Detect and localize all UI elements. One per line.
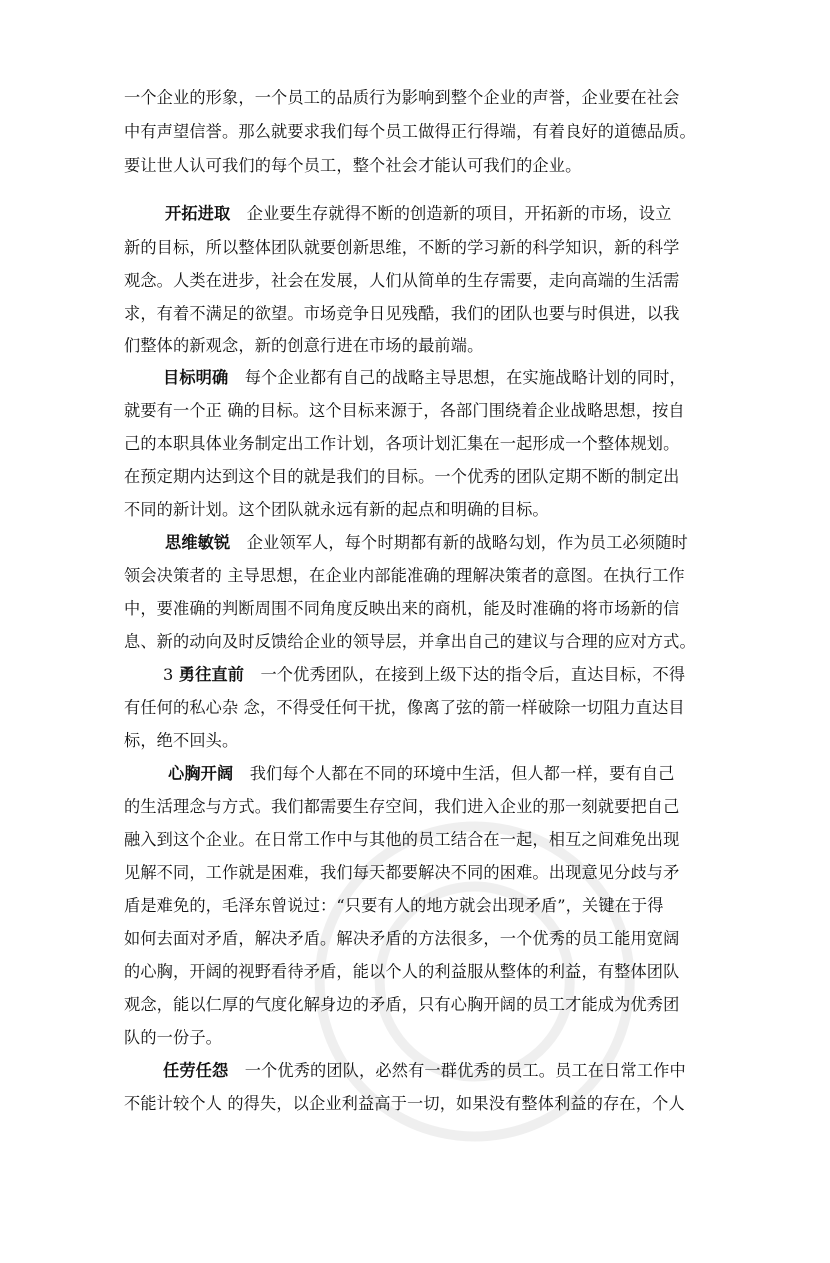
line-text: 息、新的动向及时反馈给企业的领导层，并拿出自己的建议与合理的应对方式。: [124, 632, 696, 651]
line-text: 不同的新计划。这个团队就永远有新的起点和明确的目标。: [124, 500, 549, 519]
text-line-26: [124, 924, 679, 954]
text-line-31: [124, 1089, 685, 1119]
section-heading: 心胸开阔: [168, 764, 234, 783]
line-text: 的心胸，开阔的视野看待矛盾，能以个人的利益服从整体的利益，有整体团队: [124, 962, 680, 981]
line-text: 盾是难免的，毛泽东曾说过：“只要有人的地方就会出现矛盾”，关键在于得: [124, 896, 664, 915]
text-line-29: [124, 1023, 222, 1053]
section-heading: 开拓进取: [165, 204, 231, 223]
line-text: 的生活理念与方式。我们都需要生存空间，我们进入企业的那一刻就要把自己: [124, 797, 680, 816]
text-line-7: [124, 299, 679, 329]
line-text: 领会决策者的 主导思想，在企业内部能准确的理解决策者的意图。在执行工作: [124, 566, 685, 585]
text-line-11: [124, 429, 679, 459]
line-text: 企业要生存就得不断的创造新的项目，开拓新的市场，设立: [230, 204, 672, 223]
line-text: 见解不同，工作就是困难，我们每天都要解决不同的困难。出现意见分歧与矛: [124, 863, 680, 882]
text-line-24: [124, 858, 679, 888]
line-text: 己的本职具体业务制定出工作计划，各项计划汇集在一起形成一个整体规划。: [124, 434, 680, 453]
section-heading: 思维敏锐: [165, 533, 231, 552]
text-line-15: [124, 561, 685, 591]
text-line-20: [124, 726, 238, 756]
line-text: 在预定期内达到这个目的就是我们的目标。一个优秀的团队定期不断的制定出: [124, 467, 680, 486]
text-line-10: [124, 396, 685, 426]
paragraph-heading-line: [165, 528, 688, 558]
line-text: 求，有着不满足的欲望。市场竞争日见残酷，我们的团队也要与时俱进，以我: [124, 304, 680, 323]
paragraph-heading-line: [163, 363, 686, 393]
line-text: 观念。人类在进步，社会在发展，人们从简单的生存需要，走向高端的生活需: [124, 271, 680, 290]
text-line-13: [124, 495, 549, 525]
text-line-8: [124, 331, 483, 361]
text-line-16: [124, 594, 679, 624]
text-line-6: [124, 266, 679, 296]
line-text: 新的目标，所以整体团队就要创新思维，不断的学习新的科学知识，新的科学: [124, 238, 680, 257]
line-text: 我们每个人都在不同的环境中生活，但人都一样，要有自己: [233, 764, 675, 783]
text-line-3: [124, 151, 581, 181]
section-heading: 任劳任怨: [163, 1061, 229, 1080]
text-line-19: [124, 693, 685, 723]
section-number: 3: [163, 665, 179, 684]
line-text: 标，绝不回头。: [124, 731, 239, 750]
line-text: 中有声望信誉。那么就要求我们每个员工做得正行得端，有着良好的道德品质。: [124, 122, 696, 141]
line-text: 企业领军人，每个时期都有新的战略勾划，作为员工必须随时: [230, 533, 688, 552]
line-text: 一个优秀团队，在接到上级下达的指令后，直达目标，不得: [244, 665, 686, 684]
paragraph-heading-line: [163, 1056, 686, 1086]
text-line-23: [124, 825, 679, 855]
paragraph-heading-line: [168, 759, 674, 789]
paragraph-heading-line: [165, 199, 671, 229]
text-line-5: [124, 233, 679, 263]
line-text: 观念，能以仁厚的气度化解身边的矛盾，只有心胸开阔的员工才能成为优秀团: [124, 995, 680, 1014]
line-text: 有任何的私心杂 念，不得受任何干扰，像离了弦的箭一样破除一切阻力直达目: [124, 698, 685, 717]
text-line-25: [124, 891, 664, 921]
section-heading: 目标明确: [163, 368, 229, 387]
line-text: 就要有一个正 确的目标。这个目标来源于，各部门围绕着企业战略思想，按自: [124, 401, 685, 420]
paragraph-heading-line: [163, 660, 685, 690]
text-line-17: [124, 627, 696, 657]
text-line-1: [124, 83, 679, 113]
text-line-22: [124, 792, 679, 822]
line-text: 中，要准确的判断周围不同角度反映出来的商机，能及时准确的将市场新的信: [124, 599, 680, 618]
line-text: 一个优秀的团队，必然有一群优秀的员工。员工在日常工作中: [228, 1061, 686, 1080]
line-text: 如何去面对矛盾，解决矛盾。解决矛盾的方法很多，一个优秀的员工能用宽阔: [124, 929, 680, 948]
line-text: 每个企业都有自己的战略主导思想，在实施战略计划的同时，: [228, 368, 686, 387]
text-line-28: [124, 990, 679, 1020]
line-text: 融入到这个企业。在日常工作中与其他的员工结合在一起，相互之间难免出现: [124, 830, 680, 849]
line-text: 一个企业的形象，一个员工的品质行为影响到整个企业的声誉，企业要在社会: [124, 88, 680, 107]
text-line-12: [124, 462, 679, 492]
line-text: 队的一份子。: [124, 1028, 223, 1047]
text-line-27: [124, 957, 679, 987]
section-heading: 勇往直前: [178, 665, 245, 684]
line-text: 要让世人认可我们的每个员工，整个社会才能认可我们的企业。: [124, 156, 582, 175]
line-text: 们整体的新观念，新的创意行进在市场的最前端。: [124, 336, 484, 355]
line-text: 不能计较个人 的得失，以企业利益高于一切，如果没有整体利益的存在，个人: [124, 1094, 685, 1113]
text-line-2: [124, 117, 696, 147]
